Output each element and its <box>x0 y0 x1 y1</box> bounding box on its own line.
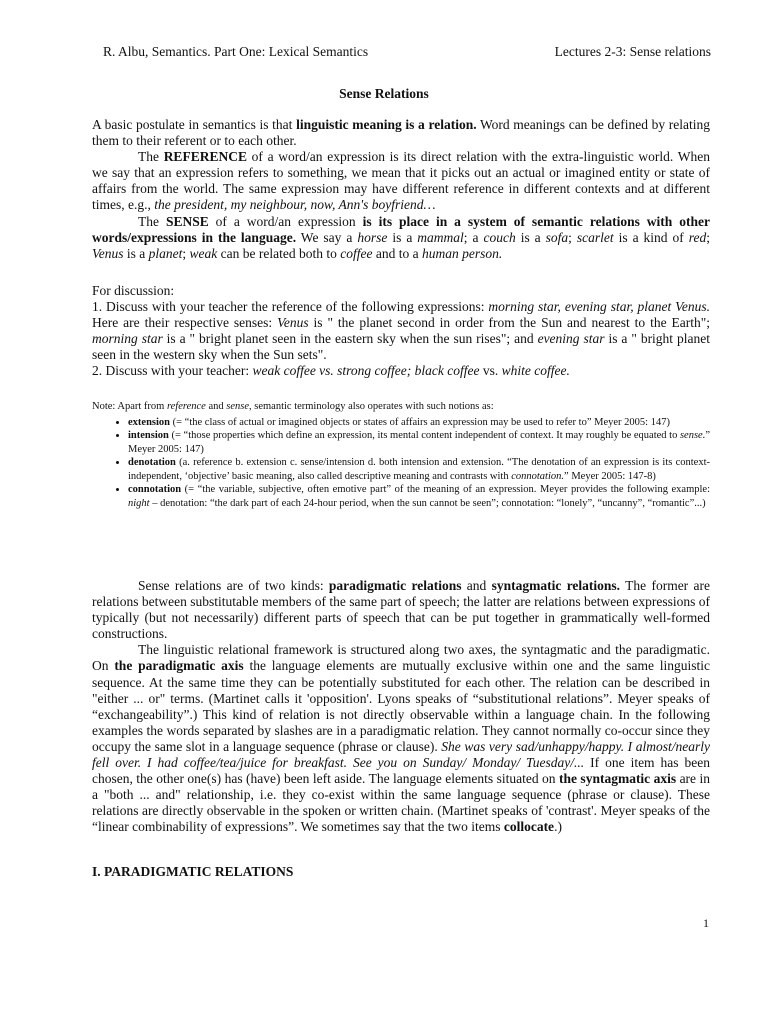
reference-paragraph: The REFERENCE of a word/an expression is its direct relation with the extra-linguistic world. When we say that an expression refers to something, we mean that it picks out an actual or imagined entity or state of affairs from the world. The same expression may have different reference in different contexts and at different times, e.g., the president, my neighbour, now, Ann's boyfriend… <box>92 149 710 213</box>
discussion-question-1: 1. Discuss with your teacher the reference of the following expressions: morning star, evening star, planet Venus. Here are their respective senses: Venus is " the planet second in order from the Sun and nearest to the Earth"; morning star is a " bright planet seen in the eastern sky when the sun rises"; and evening star is a " bright planet seen in the western sky when the Sun sets". <box>92 299 710 363</box>
note-item-extension: • extension (= “the class of actual or imagined objects or states of affairs an expression may be used to refer to” Meyer 2005: 147) <box>128 416 710 430</box>
intro-section <box>92 117 710 262</box>
note-lead: Note: Apart from reference and sense, semantic terminology also operates with such notions as: <box>92 401 494 412</box>
note-list <box>92 416 710 511</box>
intro-paragraph-1: A basic postulate in semantics is that linguistic meaning is a relation. Word meanings can be defined by relating them to their referent or to each other. <box>92 117 711 149</box>
terminology-note <box>92 400 710 510</box>
kinds-paragraph: Sense relations are of two kinds: paradigmatic relations and syntagmatic relations. The former are relations between substitutable members of the same part of speech; the latter are relations between expressions of typically (but not necessarily) different parts of speech that can be put together in grammatically well-formed constructions. <box>92 578 710 642</box>
page-title: Sense Relations <box>339 86 429 101</box>
running-header-left: R. Albu, Semantics. Part One: Lexical Semantics <box>103 44 369 59</box>
note-item-intension: • intension (= “those properties which define an expression, its mental content independent of context. It may roughly be equated to sense.” Meyer 2005: 147) <box>128 429 710 456</box>
page-number: 1 <box>703 916 709 930</box>
note-item-denotation: • denotation (a. reference b. extension c. sense/intension d. both intension and extension. “The denotation of an expression is its context-independent, ‘objective’ basic meaning, also called descriptive meaning and contrasts with connotation.” Meyer 2005: 147-8) <box>128 456 710 483</box>
note-item-connotation: • connotation (= “the variable, subjective, often emotive part” of the meaning of an expression. Meyer provides the following example: night – denotation: “the dark part of each 24-hour period, when the sun cannot be seen”; connotation: “lonely”, “uncanny”, “romantic”...) <box>128 483 710 510</box>
running-header-right: Lectures 2-3: Sense relations <box>554 44 711 59</box>
discussion-question-2: 2. Discuss with your teacher: weak coffee vs. strong coffee; black coffee vs. white coffee. <box>92 363 570 379</box>
sense-paragraph: The SENSE of a word/an expression is its place in a system of semantic relations with other words/expressions in the language. We say a horse is a mammal; a couch is a sofa; scarlet is a kind of red; Venus is a planet; weak can be related both to coffee and to a human person. <box>92 213 711 261</box>
section-heading: I. PARADIGMATIC RELATIONS <box>92 864 294 879</box>
axes-paragraph: The linguistic relational framework is structured along two axes, the syntagmatic and the paradigmatic. On the paradigmatic axis the language elements are mutually exclusive within one and the same linguistic sequence. At the same time they can be potentially substituted for each other. The relation can be described in "either ... or" terms. (Martinet calls it 'opposition'. Lyons speaks of “substitutional relations”. Meyer speaks of “exchangeability”.) This kind of relation is not directly observable within a language chain. In the following examples the words separated by slashes are in a paradigmatic relation. They cannot normally co-occur since they occupy the same slot in a language sequence (phrase or clause). She was very sad/unhappy/happy. I almost/nearly fell over. I had coffee/tea/juice for breakfast. See you on Sunday/ Monday/ Tuesday/... If one item has been chosen, the other one(s) has (have) been left aside. The language elements situated on the syntagmatic axis are in a "both ... and" relationship, i.e. they co-exist within the same language sequence (phrase or clause). These relations are directly observable in the spoken or written chain. (Martinet speaks of 'contrast'. Meyer speaks of the “linear combinability of expressions”. We sometimes say that the two items collocate.) <box>92 642 710 835</box>
sense-relations-section <box>92 578 710 836</box>
discussion-heading: For discussion: <box>92 283 175 298</box>
discussion-section <box>92 283 710 380</box>
